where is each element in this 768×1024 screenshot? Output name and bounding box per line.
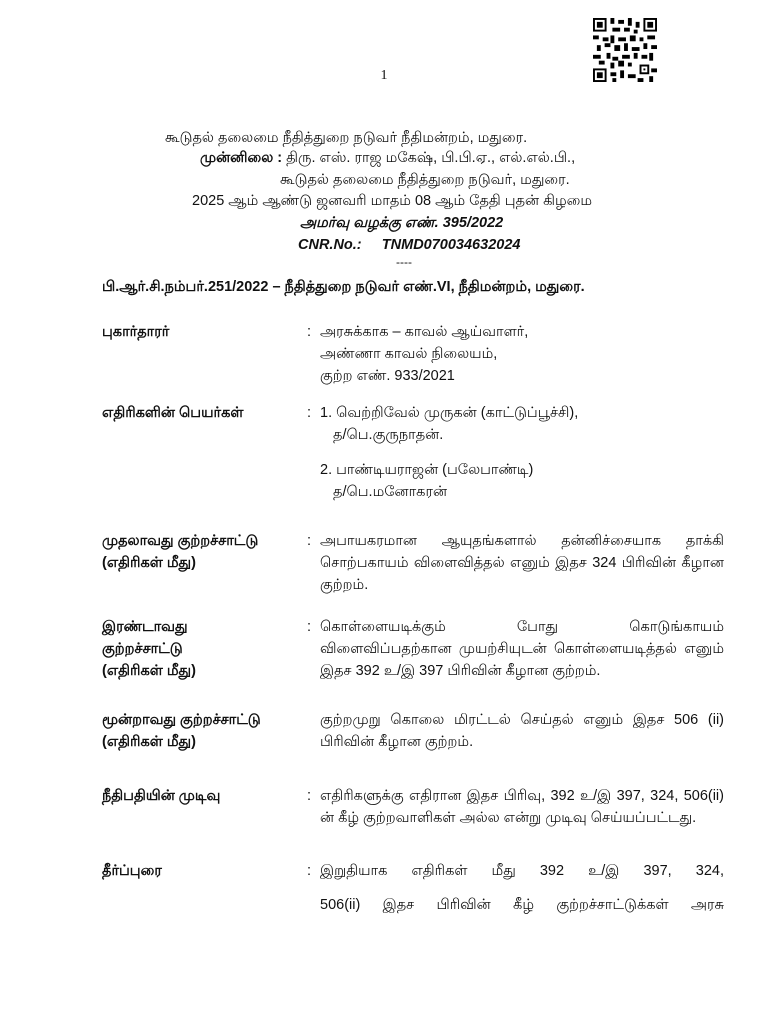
page-number: 1	[380, 68, 388, 83]
colon: :	[307, 324, 312, 340]
presence-designation: கூடுதல் தலைமை நீதித்துறை நடுவர், மதுரை.	[280, 172, 570, 188]
complainant-line: அரசுக்காக – காவல் ஆய்வாளர்,	[320, 324, 529, 340]
accused-1-name: 1. வெற்றிவேல் முருகன் (காட்டுப்பூச்சி),	[320, 405, 579, 421]
charge-2-title: இரண்டாவது	[102, 619, 188, 635]
colon: :	[307, 533, 312, 549]
charge-1-text: அபாயகரமான ஆயுதங்களால் தன்னிச்சையாக தாக்கி சொற்பகாயம் விளைவித்தல் எனும் இதச 324 பிரிவின் கீழான குற்றம்.	[320, 533, 724, 593]
cnr-value: TNMD070034632024	[381, 237, 521, 253]
finding-text: எதிரிகளுக்கு எதிரான இதச பிரிவு, 392 உ/இ 397, 324, 506(ii) ன் கீழ் குற்றவாளிகள் அல்ல என்று முடிவு செய்யப்பட்டது.	[320, 788, 724, 826]
court-name: கூடுதல் தலைமை நீதித்துறை நடுவர் நீதிமன்றம், மதுரை.	[165, 130, 528, 146]
judgment-line-1: இறுதியாக எதிரிகள் மீது 392 உ/இ 397, 324,	[320, 863, 724, 879]
judgment-label: தீர்ப்புரை	[102, 863, 162, 879]
accused-1-parent: த/பெ.குருநாதன்.	[333, 427, 444, 443]
prc-line: பி.ஆர்.சி.நம்பர்.251/2022 – நீதித்துறை நடுவர் எண்.VI, நீதிமன்றம், மதுரை.	[102, 279, 585, 295]
finding-label: நீதிபதியின் முடிவு	[102, 788, 221, 804]
charge-1-label	[102, 530, 302, 574]
accused-details	[320, 402, 724, 503]
presence-label: முன்னிலை :	[200, 150, 283, 166]
colon: :	[307, 405, 312, 421]
charge-3-title: மூன்றாவது குற்றச்சாட்டு	[102, 712, 261, 728]
charge-1-title: முதலாவது குற்றச்சாட்டு	[102, 533, 259, 549]
charge-3-label	[102, 709, 302, 753]
presence-line	[200, 148, 575, 168]
accused-2-parent: த/பெ.மனோகரன்	[333, 484, 448, 500]
accused-label: எதிரிகளின் பெயர்கள்	[102, 405, 244, 421]
judgment-line-2: 506(ii) இதச பிரிவின் கீழ் குற்றச்சாட்டுக்கள் அரசு	[320, 897, 724, 913]
complainant-details	[320, 321, 724, 387]
complainant-line: குற்ற எண். 933/2021	[320, 368, 455, 384]
session-case-number: அமர்வு வழக்கு எண். 395/2022	[300, 215, 504, 231]
cnr-label: CNR.No.:	[298, 237, 362, 253]
accused-2-name: 2. பாண்டியராஜன் (பலேபாண்டி)	[320, 462, 534, 478]
colon: :	[307, 788, 312, 804]
hearing-date: 2025 ஆம் ஆண்டு ஜனவரி மாதம் 08 ஆம் தேதி புதன் கிழமை	[192, 193, 593, 209]
charge-1-subtitle: (எதிரிகள் மீது)	[102, 555, 196, 571]
charge-3-text: குற்றமுறு கொலை மிரட்டல் செய்தல் எனும் இதச 506 (ii) பிரிவின் கீழான குற்றம்.	[320, 712, 724, 750]
charge-3-subtitle: (எதிரிகள் மீது)	[102, 734, 196, 750]
charge-2-title-cont: குற்றச்சாட்டு	[102, 641, 183, 657]
complainant-line: அண்ணா காவல் நிலையம்,	[320, 346, 498, 362]
charge-2-subtitle: (எதிரிகள் மீது)	[102, 663, 196, 679]
complainant-label: புகார்தாரர்	[102, 324, 170, 340]
presence-name: திரு. எஸ். ராஜ மகேஷ், பி.பி.ஏ., எல்.எல்.பி.,	[286, 150, 576, 166]
charge-2-text: கொள்ளையடிக்கும் போது கொடுங்காயம் விளைவிப்பதற்கான முயற்சியுடன் கொள்ளையடித்தல் எனும் இதச 392 உ/இ 397 பிரிவின் கீழான குற்றம்.	[320, 619, 724, 679]
colon: :	[307, 863, 312, 879]
charge-2-label	[102, 616, 302, 682]
colon: :	[307, 619, 312, 635]
judgment-text	[320, 860, 724, 916]
header-separator: ----	[396, 255, 412, 269]
